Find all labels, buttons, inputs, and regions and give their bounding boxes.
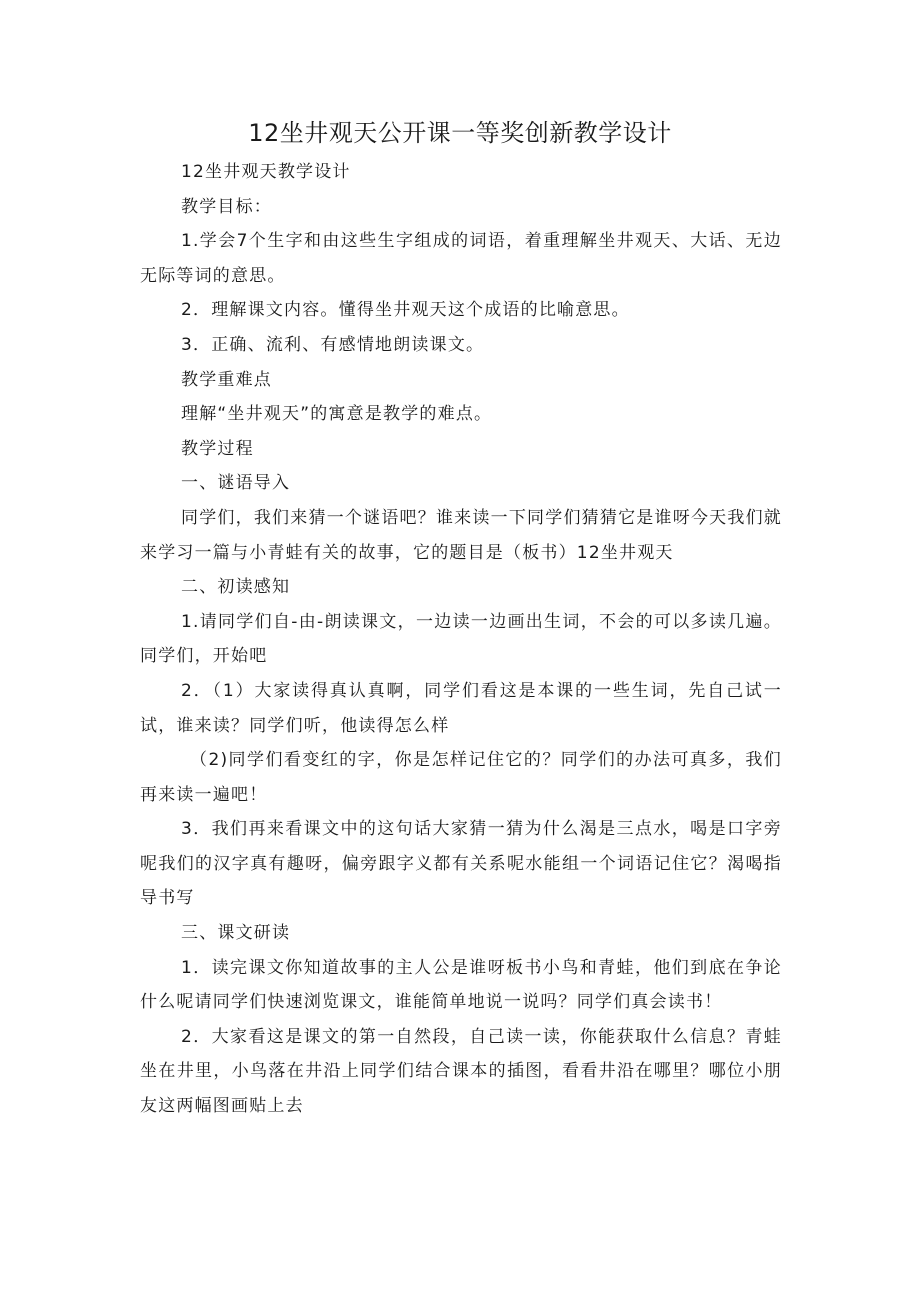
section-heading-process: 教学过程 xyxy=(181,438,254,459)
step-heading-study: 三、课文研读 xyxy=(181,923,291,944)
objective-2: 2．理解课文内容。懂得坐井观天这个成语的比喻意思。 xyxy=(181,300,630,321)
objective-3: 3．正确、流利、有感情地朗读课文。 xyxy=(181,334,485,355)
document-body xyxy=(140,155,782,1124)
key-point-text: 理解“坐井观天”的寓意是教学的难点。 xyxy=(181,404,493,425)
step-heading-first-reading: 二、初读感知 xyxy=(181,577,291,598)
subtitle: 12坐井观天教学设计 xyxy=(181,162,351,182)
section-heading-key-points: 教学重难点 xyxy=(181,369,272,390)
document-title: 12坐井观天公开课一等奖创新教学设计 xyxy=(248,119,672,147)
step-heading-riddle: 一、谜语导入 xyxy=(181,473,291,494)
objective-1: 1.学会7个生字和由这些生字组成的词语，着重理解坐井观天、大话、无边无际等词的意思。 xyxy=(140,231,782,286)
first-reading-item-2b: （2)同学们看变红的字，你是怎样记住它的？同学们的办法可真多，我们再来读一遍吧！ xyxy=(140,750,782,805)
first-reading-item-1: 1.请同学们自-由-朗读课文，一边读一边画出生词，不会的可以多读几遍。同学们，开始吧 xyxy=(140,611,782,667)
study-item-2: 2．大家看这是课文的第一自然段，自己读一读，你能获取什么信息？青蛙坐在井里，小鸟落在井沿上同学们结合课本的插图，看看井沿在哪里？哪位小朋友这两幅图画贴上去 xyxy=(140,1026,782,1117)
first-reading-item-3: 3．我们再来看课文中的这句话大家猜一猜为什么渴是三点水，喝是口字旁呢我们的汉字真有趣呀，偏旁跟字义都有关系呢水能组一个词语记住它？渴喝指导书写 xyxy=(140,819,782,909)
first-reading-item-2: 2．（1）大家读得真认真啊，同学们看这是本课的一些生词，先自己试一试，谁来读？同学们听，他读得怎么样 xyxy=(140,680,782,736)
study-item-1: 1．读完课文你知道故事的主人公是谁呀板书小鸟和青蛙，他们到底在争论什么呢请同学们快速浏览课文，谁能简单地说一说吗？同学们真会读书！ xyxy=(140,957,782,1013)
riddle-paragraph: 同学们，我们来猜一个谜语吧？谁来读一下同学们猜猜它是谁呀今天我们就来学习一篇与小青蛙有关的故事，它的题目是（板书）12坐井观天 xyxy=(140,507,782,563)
section-heading-objectives: 教学目标： xyxy=(181,196,272,217)
